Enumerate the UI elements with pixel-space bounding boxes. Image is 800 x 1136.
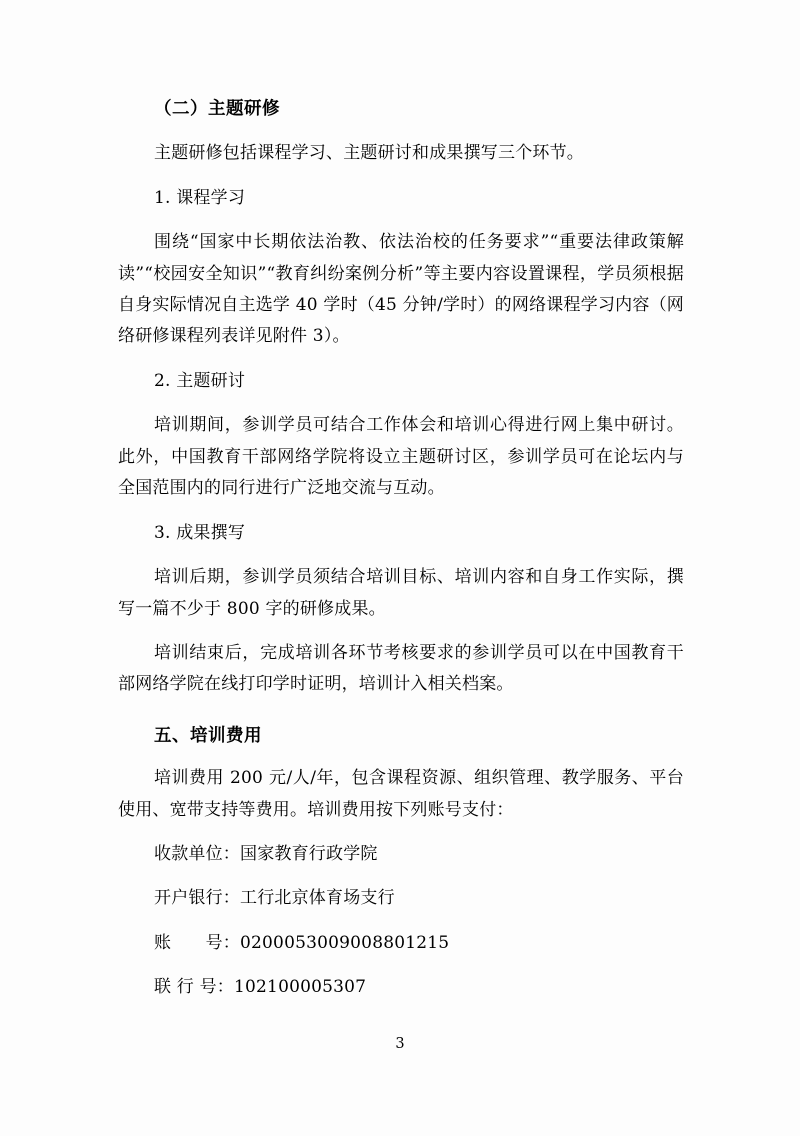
list-item-result-writing: 3. 成果撰写 — [154, 522, 246, 543]
paragraph-course-study: 围绕“国家中长期依法治教、依法治校的任务要求”“重要法律政策解读”“校园安全知识”“教育纠纷案例分析”等主要内容设置课程，学员须根据自身实际情况自主选学 40 学时（45 分钟/学时）的网络课程学习内容（网络研修课程列表详见附件 3）。 — [118, 232, 684, 347]
paragraph-certificate: 培训结束后，完成培训各环节考核要求的参训学员可以在中国教育干部网络学院在线打印学时证明，培训计入相关档案。 — [118, 642, 684, 695]
paragraph-overview: 主题研修包括课程学习、主题研讨和成果撰写三个环节。 — [154, 143, 584, 164]
section-heading-subtopic: （二）主题研修 — [154, 99, 280, 119]
bank-payee: 收款单位：国家教育行政学院 — [154, 843, 378, 864]
paragraph-result-writing: 培训后期，参训学员须结合培训目标、培训内容和自身工作实际，撰写一篇不少于 800 字的研修成果。 — [118, 567, 684, 619]
page-number: 3 — [395, 1036, 405, 1052]
list-item-course-study: 1. 课程学习 — [154, 187, 246, 208]
paragraph-topic-discussion: 培训期间，参训学员可结合工作体会和培训心得进行网上集中研讨。此外，中国教育干部网络学院将设立主题研讨区，参训学员可在论坛内与全国范围内的同行进行广泛地交流与互动。 — [118, 415, 684, 499]
bank-name: 开户银行：工行北京体育场支行 — [154, 888, 395, 909]
document-body — [118, 96, 684, 1017]
paragraph-training-fee: 培训费用 200 元/人/年，包含课程资源、组织管理、教学服务、平台使用、宽带支持等费用。培训费用按下列账号支付： — [118, 768, 684, 820]
section-heading-training-fee: 五、培训费用 — [154, 725, 262, 746]
list-item-topic-discussion: 2. 主题研讨 — [154, 370, 246, 391]
bank-account-number: 账 号：0200053009008801215 — [154, 932, 450, 953]
bank-routing-number: 联 行 号：102100005307 — [154, 977, 367, 998]
